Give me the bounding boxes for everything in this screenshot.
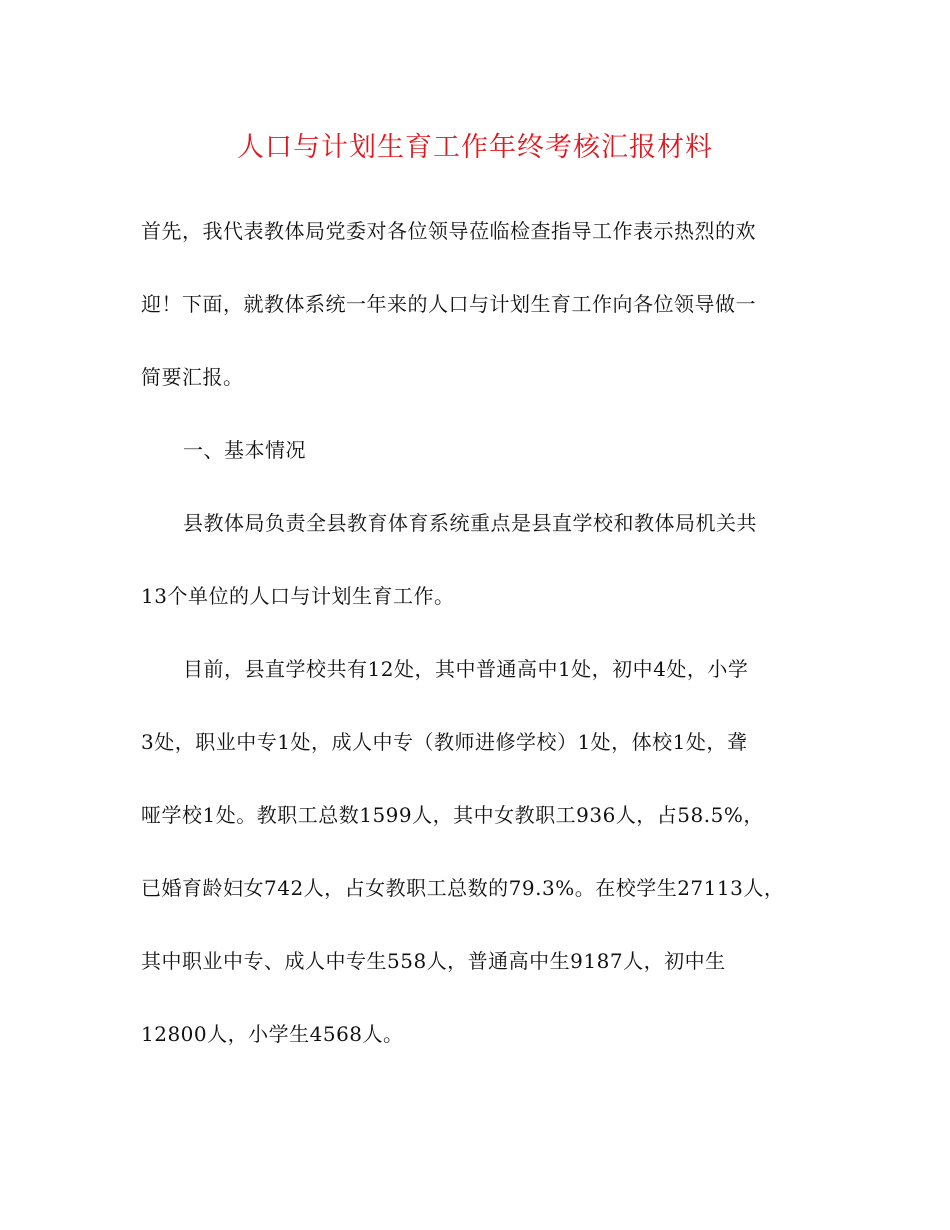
paragraph-line: 哑学校1处。教职工总数1599人，其中女教职工936人，占58.5%， bbox=[141, 803, 764, 827]
paragraph-line: 迎！下面，就教体系统一年来的人口与计划生育工作向各位领导做一 bbox=[141, 292, 756, 316]
paragraph-line: 3处，职业中专1处，成人中专（教师进修学校）1处，体校1处，聋 bbox=[141, 730, 748, 754]
paragraph-line: 12800人，小学生4568人。 bbox=[141, 1022, 404, 1046]
section-heading: 一、基本情况 bbox=[183, 438, 306, 462]
document-title: 人口与计划生育工作年终考核汇报材料 bbox=[237, 132, 713, 163]
paragraph-line: 其中职业中专、成人中专生558人，普通高中生9187人，初中生 bbox=[141, 949, 726, 973]
paragraph-line: 简要汇报。 bbox=[141, 365, 244, 389]
paragraph-line: 目前，县直学校共有12处，其中普通高中1处，初中4处，小学 bbox=[183, 657, 749, 681]
paragraph-line: 13个单位的人口与计划生育工作。 bbox=[141, 584, 455, 608]
paragraph-line: 县教体局负责全县教育体育系统重点是县直学校和教体局机关共 bbox=[183, 511, 757, 535]
paragraph-line: 首先，我代表教体局党委对各位领导莅临检查指导工作表示热烈的欢 bbox=[141, 219, 756, 243]
paragraph-line: 已婚育龄妇女742人，占女教职工总数的79.3%。在校学生27113人， bbox=[141, 876, 785, 900]
